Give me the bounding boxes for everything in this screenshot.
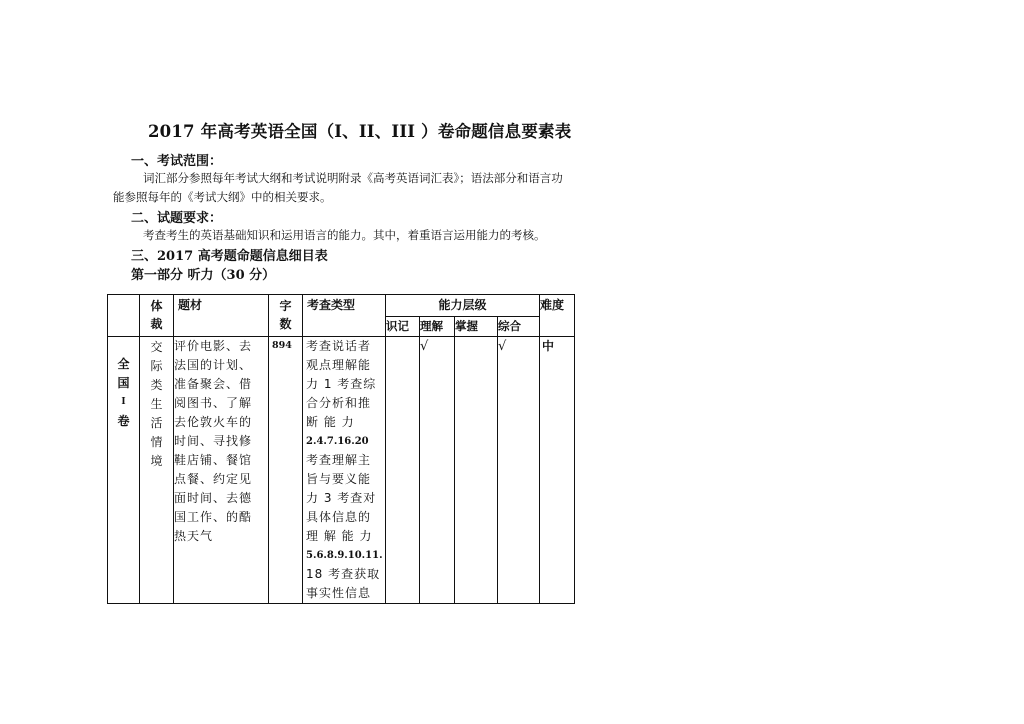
level-understand: 理解	[420, 317, 455, 337]
level-synthesize: 综合	[498, 317, 540, 337]
material-cell	[174, 337, 269, 604]
genre-cell	[140, 337, 174, 604]
exam-type-line: 考查理解主	[306, 453, 372, 467]
material-line: 阅图书、了解	[174, 396, 253, 410]
material-line: 点餐、约定见	[174, 472, 253, 486]
exam-type-line: 观点理解能	[306, 358, 372, 372]
part-heading: 第一部分 听力（30 分）	[131, 268, 276, 283]
difficulty-header: 难度	[540, 295, 575, 337]
material-line: 国工作、的酷	[174, 510, 253, 524]
genre-char: 交	[150, 340, 163, 354]
material-line: 时间、寻找修	[174, 434, 253, 448]
recall-check-cell	[386, 337, 420, 604]
genre-header-line2: 裁	[150, 317, 163, 331]
exam-type-cell	[303, 337, 386, 604]
info-table	[107, 294, 575, 604]
genre-header	[140, 295, 174, 337]
section1-line2: 能参照每年的《考试大纲》中的相关要求。	[113, 190, 332, 204]
table-row	[108, 337, 575, 604]
exam-type-line: 考查说话者	[306, 339, 372, 353]
material-line: 评价电影、去	[174, 339, 253, 353]
exam-type-line: 合分析和推	[306, 396, 372, 410]
section2-heading: 二、试题要求：	[131, 211, 223, 226]
material-line: 热天气	[174, 529, 214, 543]
material-line: 去伦敦火车的	[174, 415, 253, 429]
header-row	[108, 295, 575, 317]
paper-char: 卷	[117, 414, 130, 428]
exam-type-line: 18 考查获取	[306, 567, 381, 581]
exam-type-line: 事实性信息	[306, 586, 372, 600]
genre-char: 活	[150, 416, 163, 430]
section1-heading: 一、考试范围：	[131, 154, 223, 169]
exam-type-line: 断 能 力	[306, 415, 355, 429]
exam-type-header: 考查类型	[303, 295, 386, 337]
exam-type-line: 力 3 考查对	[306, 491, 377, 505]
exam-type-line: 5.6.8.9.10.11.	[306, 550, 383, 561]
genre-char: 际	[150, 359, 163, 373]
genre-char: 境	[150, 454, 163, 468]
word-count-header	[269, 295, 303, 337]
genre-char: 情	[150, 435, 163, 449]
genre-char: 生	[150, 397, 163, 411]
exam-type-line: 2.4.7.16.20	[306, 436, 369, 447]
section2-line1: 考查考生的英语基础知识和运用语言的能力。其中，着重语言运用能力的考核。	[143, 228, 546, 242]
paper-char: I	[121, 397, 126, 407]
blank-header-cell	[108, 295, 140, 337]
word-count-cell: 894	[269, 337, 303, 604]
document-title: 2017 年高考英语全国（I、II、III ）卷命题信息要素表	[148, 122, 572, 141]
exam-type-line: 具体信息的	[306, 510, 372, 524]
genre-char: 类	[150, 378, 163, 392]
understand-check-cell: √	[420, 337, 455, 604]
material-line: 法国的计划、	[174, 358, 253, 372]
section3-heading: 三、2017 高考题命题信息细目表	[131, 249, 328, 264]
material-line: 准备聚会、借	[174, 377, 253, 391]
section1-line1: 词汇部分参照每年考试大纲和考试说明附录《高考英语词汇表》；语法部分和语言功	[143, 171, 563, 185]
difficulty-cell: 中	[540, 337, 575, 604]
master-check-cell	[455, 337, 498, 604]
material-line: 面时间、去德	[174, 491, 253, 505]
synthesize-check-cell: √	[498, 337, 540, 604]
level-recall: 识记	[386, 317, 420, 337]
paper-cell	[108, 337, 140, 604]
exam-type-line: 理 解 能 力	[306, 529, 373, 543]
word-count-header-line1: 字	[279, 299, 292, 313]
ability-header: 能力层级	[386, 295, 540, 317]
word-count-header-line2: 数	[279, 317, 292, 331]
level-master: 掌握	[455, 317, 498, 337]
exam-type-line: 旨与要义能	[306, 472, 372, 486]
material-header: 题材	[174, 295, 269, 337]
exam-type-line: 力 1 考查综	[306, 377, 377, 391]
paper-char: 国	[117, 376, 130, 390]
material-line: 鞋店铺、餐馆	[174, 453, 253, 467]
genre-header-line1: 体	[150, 299, 163, 313]
paper-char: 全	[117, 357, 130, 371]
